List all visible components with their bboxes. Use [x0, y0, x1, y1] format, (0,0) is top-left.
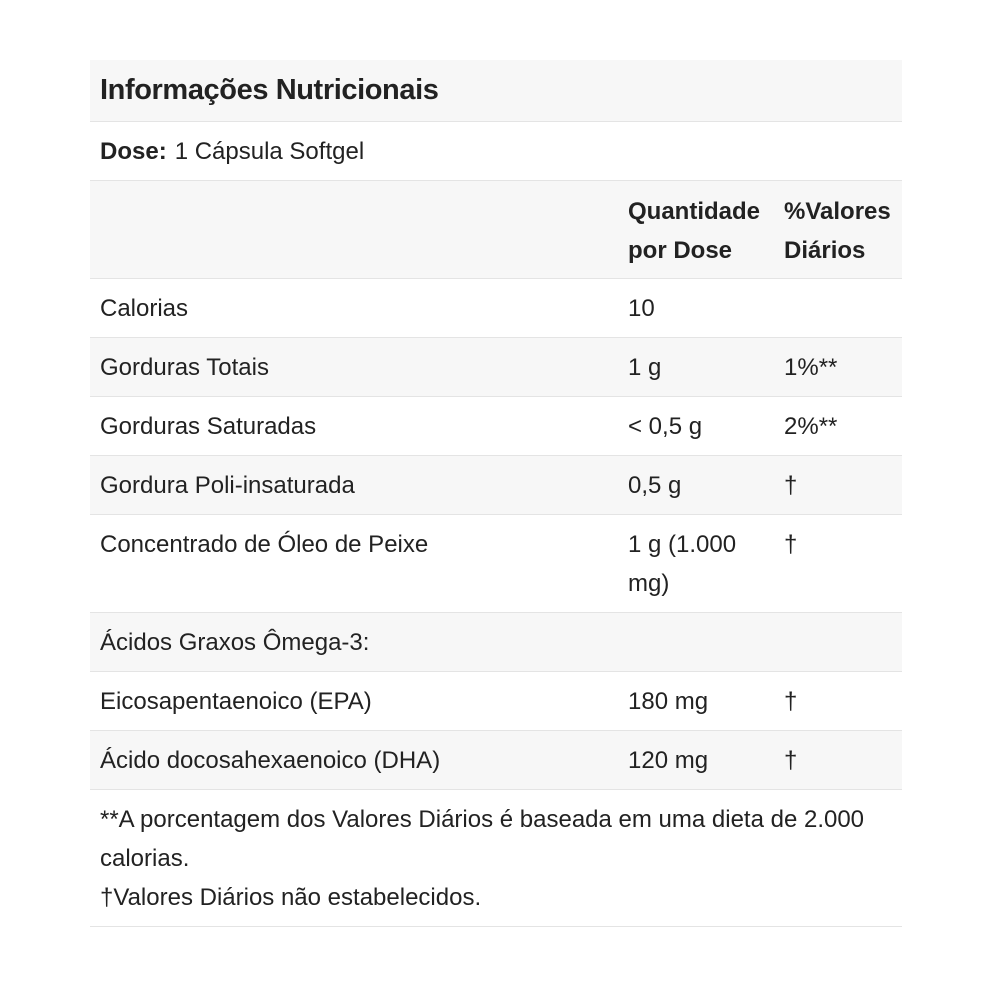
- nutrient-name: Ácido docosahexaenoico (DHA): [100, 747, 441, 774]
- footnote-not-established: †Valores Diários não estabelecidos.: [100, 884, 482, 911]
- nutrient-daily-value: 1%**: [784, 354, 838, 381]
- footnotes: [90, 790, 902, 927]
- table-row: [90, 397, 902, 456]
- dose-row: [90, 122, 902, 181]
- nutrient-name: Concentrado de Óleo de Peixe: [100, 531, 429, 558]
- table-row: [90, 515, 902, 613]
- nutrient-amount: 120 mg: [628, 747, 709, 774]
- table-row: [90, 456, 902, 515]
- table-row: [90, 613, 902, 672]
- table-row: [90, 279, 902, 338]
- dose-value: 1 Cápsula Softgel: [174, 137, 365, 165]
- header-daily-value: %Valores Diários: [784, 198, 891, 264]
- nutrition-facts-panel: [90, 60, 902, 927]
- table-header-row: [90, 181, 902, 279]
- nutrient-name: Eicosapentaenoico (EPA): [100, 688, 372, 715]
- header-amount-per-dose: Quantidade por Dose: [628, 198, 761, 264]
- nutrient-amount: [628, 623, 784, 671]
- nutrient-amount: 10: [628, 295, 655, 322]
- header-nutrient-column: [90, 192, 628, 278]
- nutrient-amount: 1 g (1.000 mg): [628, 531, 737, 597]
- nutrient-name: Ácidos Graxos Ômega-3:: [100, 629, 370, 656]
- nutrient-name: Gordura Poli-insaturada: [100, 472, 355, 499]
- footnote-daily-value-basis: **A porcentagem dos Valores Diários é baseada em uma dieta de 2.000 calorias.: [100, 806, 865, 872]
- nutrient-name: Gorduras Totais: [100, 354, 269, 381]
- table-row: [90, 672, 902, 731]
- nutrient-amount: 0,5 g: [628, 472, 682, 499]
- nutrient-daily-value: [784, 289, 902, 337]
- table-row: [90, 338, 902, 397]
- nutrient-amount: < 0,5 g: [628, 413, 703, 440]
- nutrient-amount: 180 mg: [628, 688, 709, 715]
- nutrient-name: Gorduras Saturadas: [100, 413, 317, 440]
- nutrient-daily-value: [784, 623, 902, 671]
- table-row: [90, 731, 902, 790]
- nutrient-name: Calorias: [100, 295, 189, 322]
- nutrient-amount: 1 g: [628, 354, 662, 381]
- nutrition-title-row: [90, 60, 902, 122]
- nutrient-daily-value: †: [784, 688, 798, 715]
- nutrient-daily-value: †: [784, 531, 798, 558]
- page-title: Informações Nutricionais: [100, 74, 439, 106]
- nutrient-daily-value: †: [784, 472, 798, 499]
- nutrient-daily-value: †: [784, 747, 798, 774]
- nutrient-daily-value: 2%**: [784, 413, 838, 440]
- dose-label: Dose:: [100, 137, 167, 165]
